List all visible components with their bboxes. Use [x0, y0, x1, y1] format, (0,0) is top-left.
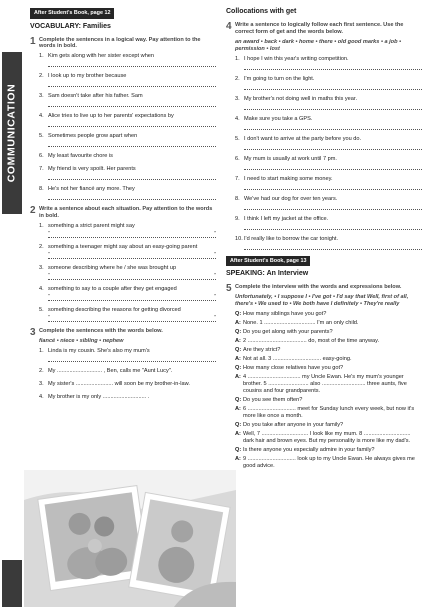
interview-line: Q: Is there anyone you especially admire in your family?	[235, 446, 375, 453]
interview-line: A: 4 .................................. my Uncle Ewan. He's my mum's younger brother. 5 .......................... also ............................ three aunts, five cousins and four grandparents.	[235, 373, 407, 394]
list-item: 2. I'm going to turn on the light.	[235, 76, 422, 90]
list-item: 7. My friend is very spoilt. Her parents	[39, 166, 216, 180]
page-ref-badge: After Student's Book, page 12	[30, 8, 114, 19]
exercise-number: 5	[226, 283, 232, 295]
exercise-instruction: Write a sentence about each situation. Pay attention to the words in bold.	[39, 206, 213, 220]
interview-line: Q: Do you see them often?	[235, 396, 303, 403]
list-item: 1. I hope I win this year's writing competition.	[235, 56, 422, 70]
interview-line: A: Not at all. 3 ............................... easy-going.	[235, 355, 352, 362]
sidebar-foot	[2, 560, 22, 607]
list-item: 2. My ............................. , Ben, calls me "Aunt Lucy".	[39, 368, 173, 375]
speaking-title: SPEAKING: An Interview	[226, 270, 309, 278]
exercise-instruction: Write a sentence to logically follow each first sentence. Use the correct form of get and the words below.	[235, 21, 404, 35]
list-item: 3. Sam doesn't take after his father. Sam	[39, 93, 216, 107]
list-item: 1. Linda is my cousin. She's also my mum's	[39, 348, 216, 362]
list-item: 3. someone describing where he / she was brought up “ ”	[39, 265, 216, 280]
list-item: 8. He's not her fiancé any more. They	[39, 186, 216, 200]
exercise-3	[30, 328, 216, 401]
page-ref-badge-2: After Student's Book, page 13	[226, 256, 310, 267]
exercise-instruction: Complete the sentences in a logical way. Pay attention to the words in bold.	[39, 36, 201, 50]
exercise-number: 3	[30, 327, 36, 339]
right-column	[226, 8, 422, 604]
exercise-number: 2	[30, 205, 36, 217]
interview-line: Q: Are they strict?	[235, 346, 281, 353]
interview-line: Q: How many siblings have you got?	[235, 310, 327, 317]
list-item: 4. Make sure you take a GPS.	[235, 116, 422, 130]
exercise-4	[226, 22, 422, 250]
list-item: 4. My brother is my only ............................ .	[39, 394, 150, 401]
list-item: 8. We've had our dog for over ten years.	[235, 196, 422, 210]
word-box: fiancé • niece • sibling • nephew	[39, 338, 124, 345]
word-box: Unfortunately, • I suppose I • I've got • I'd say that Well, first of all, there's • We used to • We both have I definitely • They're really	[235, 294, 409, 307]
interview-line: Q: Do you get along with your parents?	[235, 328, 333, 335]
exercise-2	[30, 206, 216, 322]
interview-line: A: 6 ............................... meet for Sunday lunch every week, but now it's more like once a month.	[235, 405, 415, 419]
exercise-5	[226, 284, 422, 470]
left-column	[30, 8, 216, 478]
list-item: 9. I think I left my jacket at the office.	[235, 216, 422, 230]
list-item: 3. My sister's ........................ will soon be my brother-in-law.	[39, 381, 190, 388]
exercise-instruction: Complete the interview with the words and expressions below.	[235, 284, 402, 291]
list-item: 6. My mum is usually at work until 7 pm.	[235, 156, 422, 170]
list-item: 4. Alice tries to live up to her parents' expectations by	[39, 113, 216, 127]
interview-line: A: Well, 7 .............................. I look like my mum. 8 .............................. dark hair and brown eyes. But my personality is more like my dad's.	[235, 430, 411, 444]
list-item: 2. something a teenager might say about an easy-going parent “ ”	[39, 244, 216, 259]
list-item: 5. something describing the reasons for getting divorced “ ”	[39, 307, 216, 322]
exercise-1	[30, 37, 216, 201]
list-item: 5. I don't want to arrive at the party before you do.	[235, 136, 422, 150]
list-item: 1. Kim gets along with her sister except when	[39, 53, 216, 67]
list-item: 3. My brother's not doing well in maths this year.	[235, 96, 422, 110]
exercise-number: 4	[226, 20, 232, 32]
interview-line: Q: Do you take after anyone in your family?	[235, 421, 344, 428]
list-item: 1. something a strict parent might say “ ”	[39, 223, 216, 238]
interview-line: A: 2 ...................................... do, most of the time anyway.	[235, 337, 380, 344]
list-item: 7. I need to start making some money.	[235, 176, 422, 190]
communication-label: COMMUNICATION	[5, 83, 18, 183]
list-item: 4. something to say to a couple after they get engaged “ ”	[39, 286, 216, 301]
word-box: an award • back • dark • home • there • old good marks • a job • permission • lost	[235, 38, 402, 52]
exercise-instruction: Complete the sentences with the words below.	[39, 328, 163, 335]
sidebar	[0, 0, 24, 607]
list-item: 10. I'd really like to borrow the car tonight.	[235, 236, 422, 250]
list-item: 6. My least favourite chore is	[39, 153, 113, 160]
communication-tab	[2, 52, 22, 214]
interview-line: A: None. 1 ................................. I'm an only child.	[235, 319, 359, 326]
exercise-number: 1	[30, 35, 36, 47]
list-item: 2. I look up to my brother because	[39, 73, 216, 87]
vocabulary-title: VOCABULARY: Families	[30, 22, 111, 30]
interview-line: Q: How many close relatives have you got?	[235, 364, 344, 371]
interview-line: A: 9 ............................... look up to my Uncle Ewan. He always gives me good advice.	[235, 455, 415, 469]
collocations-title: Collocations with get	[226, 8, 297, 15]
list-item: 5. Sometimes people grow apart when	[39, 133, 216, 147]
family-photo	[24, 470, 236, 607]
